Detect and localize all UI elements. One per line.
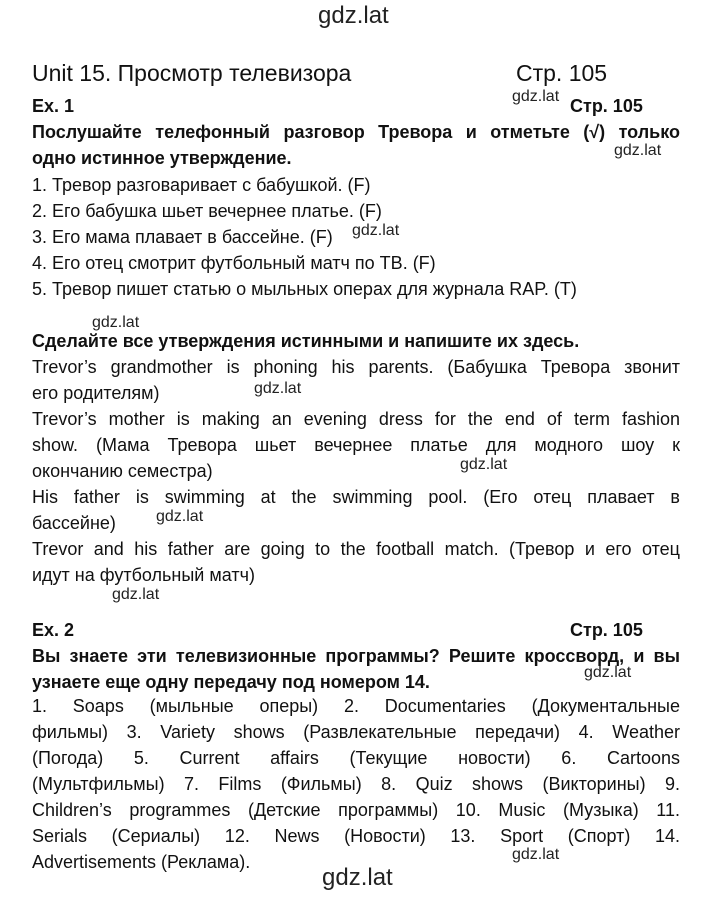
watermark: gdz.lat [584, 664, 632, 681]
unit-title: Unit 15. Просмотр телевизора [32, 60, 352, 86]
ex1-answer-line: бассейне) [32, 513, 116, 533]
ex1-item-3: 3. Его мама плавает в бассейне. (F) [32, 227, 333, 247]
ex2-instruction-line2: узнаете еще одну передачу под номером 14. [32, 672, 430, 692]
ex1-instruction-line1: Послушайте телефонный разговор Тревора и отметьте (√) только [32, 122, 680, 142]
watermark: gdz.lat [92, 314, 140, 331]
ex1-item-5: 5. Тревор пишет статью о мыльных операх для журнала RAP. (T) [32, 279, 577, 299]
watermark: gdz.lat [254, 380, 302, 397]
ex2-answer-line: (Погода) 5. Current affairs (Текущие новости) 6. Cartoons [32, 748, 680, 768]
ex1-answer-line: show. (Мама Тревора шьет вечернее платье для модного шоу к [32, 435, 680, 455]
watermark: gdz.lat [156, 508, 204, 525]
ex2-answer-line: Children’s programmes (Детские программы) 10. Music (Музыка) 11. [32, 800, 680, 820]
ex1-instruction-line2: одно истинное утверждение. [32, 148, 292, 168]
ex1-item-4: 4. Его отец смотрит футбольный матч по ТВ. (F) [32, 253, 436, 273]
ex1-label: Ex. 1 [32, 96, 75, 116]
ex1-answer-line: идут на футбольный матч) [32, 565, 255, 585]
watermark-bottom: gdz.lat [322, 864, 393, 891]
header-page-ref: Стр. 105 [516, 60, 608, 86]
watermark: gdz.lat [614, 142, 662, 159]
ex1-task2: Сделайте все утверждения истинными и напишите их здесь. [32, 331, 580, 351]
ex1-page-ref: Стр. 105 [570, 96, 643, 116]
ex1-answer-line: Trevor and his father are going to the football match. (Тревор и его отец [32, 539, 680, 559]
ex2-label: Ex. 2 [32, 620, 75, 640]
ex2-instruction-line1: Вы знаете эти телевизионные программы? Решите кроссворд, и вы [32, 646, 680, 666]
ex2-page-ref: Стр. 105 [570, 620, 643, 640]
ex2-answer-line: Advertisements (Реклама). [32, 852, 251, 872]
watermark: gdz.lat [512, 88, 560, 105]
watermark: gdz.lat [512, 846, 560, 863]
watermark-top: gdz.lat [318, 2, 389, 29]
watermark: gdz.lat [112, 586, 160, 603]
ex2-answer-line: фильмы) 3. Variety shows (Развлекательные передачи) 4. Weather [32, 722, 680, 742]
ex1-answer-line: Trevor’s grandmother is phoning his parents. (Бабушка Тревора звонит [32, 357, 680, 377]
ex1-answer-line: Trevor’s mother is making an evening dress for the end of term fashion [32, 409, 680, 429]
watermark: gdz.lat [352, 222, 400, 239]
ex1-item-2: 2. Его бабушка шьет вечернее платье. (F) [32, 201, 382, 221]
ex2-answer-line: (Мультфильмы) 7. Films (Фильмы) 8. Quiz shows (Викторины) 9. [32, 774, 680, 794]
ex1-answer-line: его родителям) [32, 383, 160, 403]
ex1-answer-line: окончанию семестра) [32, 461, 213, 481]
ex2-answer-line: Serials (Сериалы) 12. News (Новости) 13. Sport (Спорт) 14. [32, 826, 680, 846]
ex1-item-1: 1. Тревор разговаривает с бабушкой. (F) [32, 175, 371, 195]
ex1-answer-line: His father is swimming at the swimming pool. (Его отец плавает в [32, 487, 680, 507]
watermark: gdz.lat [460, 456, 508, 473]
ex2-answer-line: 1. Soaps (мыльные оперы) 2. Documentaries (Документальные [32, 696, 680, 716]
